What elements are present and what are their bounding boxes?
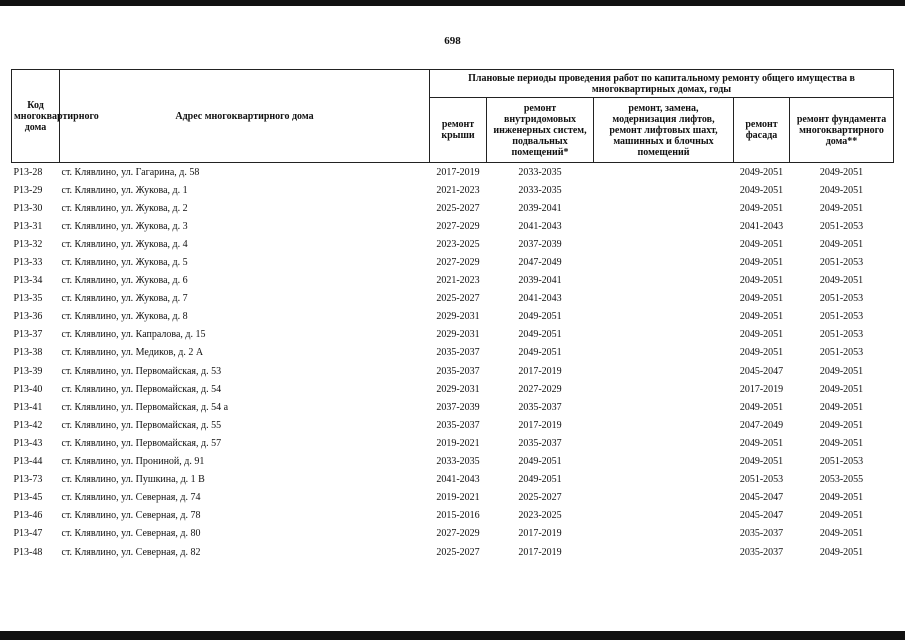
header-address: Адрес многоквартирного дома	[60, 70, 430, 163]
cell-foundation: 2051-2053	[819, 347, 864, 359]
cell-address: ст. Клявлино, ул. Жукова, д. 4	[61, 238, 188, 250]
cell-roof: 2025-2027	[436, 202, 480, 214]
cell-elevators	[594, 416, 734, 434]
cell-facade: 2035-2037	[739, 528, 784, 540]
table-row	[12, 344, 894, 362]
cell-code: Р13-31	[13, 220, 43, 232]
table-row	[12, 362, 894, 380]
cell-facade: 2049-2051	[739, 166, 784, 178]
table-row	[12, 434, 894, 452]
cell-roof: 2019-2021	[436, 492, 480, 504]
cell-foundation: 2049-2051	[819, 275, 864, 287]
cell-engineering: 2017-2019	[518, 419, 562, 431]
cell-address: ст. Клявлино, ул. Гагарина, д. 58	[61, 166, 200, 178]
cell-roof: 2035-2037	[436, 347, 480, 359]
cell-roof: 2035-2037	[436, 419, 480, 431]
cell-facade: 2049-2051	[739, 293, 784, 305]
header-engineering: ремонт внутридомовых инженерных систем, подвальных помещений*	[487, 98, 594, 163]
header-facade: ремонт фасада	[734, 98, 790, 163]
table-row	[12, 489, 894, 507]
cell-code: Р13-45	[13, 492, 43, 504]
scan-border-top	[0, 0, 905, 6]
cell-address: ст. Клявлино, ул. Первомайская, д. 54	[61, 383, 222, 395]
cell-facade: 2049-2051	[739, 437, 784, 449]
cell-engineering: 2033-2035	[518, 184, 562, 196]
table-row	[12, 181, 894, 199]
cell-engineering: 2049-2051	[518, 329, 562, 341]
cell-roof: 2041-2043	[436, 474, 480, 486]
cell-roof: 2029-2031	[436, 311, 480, 323]
cell-roof: 2015-2016	[436, 510, 480, 522]
cell-engineering: 2035-2037	[518, 437, 562, 449]
cell-elevators	[594, 253, 734, 271]
cell-facade: 2045-2047	[739, 365, 784, 377]
cell-elevators	[594, 362, 734, 380]
cell-address: ст. Клявлино, ул. Северная, д. 78	[61, 510, 201, 522]
table-row	[12, 525, 894, 543]
table-row	[12, 235, 894, 253]
cell-elevators	[594, 507, 734, 525]
cell-address: ст. Клявлино, ул. Жукова, д. 6	[61, 275, 188, 287]
cell-roof: 2019-2021	[436, 437, 480, 449]
cell-facade: 2017-2019	[739, 383, 784, 395]
cell-foundation: 2049-2051	[819, 437, 864, 449]
cell-elevators	[594, 272, 734, 290]
cell-code: Р13-42	[13, 419, 43, 431]
cell-address: ст. Клявлино, ул. Капралова, д. 15	[61, 329, 206, 341]
cell-roof: 2033-2035	[436, 456, 480, 468]
table-row	[12, 272, 894, 290]
cell-code: Р13-32	[13, 238, 43, 250]
cell-roof: 2027-2029	[436, 220, 480, 232]
cell-facade: 2049-2051	[739, 401, 784, 413]
cell-engineering: 2037-2039	[518, 238, 562, 250]
cell-engineering: 2017-2019	[518, 365, 562, 377]
cell-roof: 2025-2027	[436, 293, 480, 305]
cell-foundation: 2053-2055	[819, 474, 864, 486]
cell-facade: 2049-2051	[739, 257, 784, 269]
cell-code: Р13-33	[13, 257, 43, 269]
cell-elevators	[594, 453, 734, 471]
cell-facade: 2045-2047	[739, 492, 784, 504]
cell-code: Р13-41	[13, 401, 43, 413]
capital-repair-table	[11, 69, 894, 561]
cell-foundation: 2049-2051	[819, 202, 864, 214]
table-row	[12, 308, 894, 326]
cell-address: ст. Клявлино, ул. Первомайская, д. 55	[61, 419, 222, 431]
cell-elevators	[594, 326, 734, 344]
cell-address: ст. Клявлино, ул. Первомайская, д. 57	[61, 437, 222, 449]
cell-elevators	[594, 471, 734, 489]
cell-elevators	[594, 163, 734, 182]
cell-roof: 2017-2019	[436, 166, 480, 178]
cell-code: Р13-47	[13, 528, 43, 540]
cell-code: Р13-46	[13, 510, 43, 522]
cell-address: ст. Клявлино, ул. Северная, д. 80	[61, 528, 201, 540]
header-foundation: ремонт фундамента многоквартирного дома**	[790, 98, 894, 163]
cell-roof: 2037-2039	[436, 401, 480, 413]
scan-border-bottom	[0, 631, 905, 640]
cell-elevators	[594, 181, 734, 199]
cell-elevators	[594, 217, 734, 235]
cell-facade: 2049-2051	[739, 238, 784, 250]
cell-code: Р13-28	[13, 166, 43, 178]
cell-facade: 2049-2051	[739, 456, 784, 468]
cell-facade: 2051-2053	[739, 474, 784, 486]
cell-roof: 2025-2027	[436, 546, 480, 558]
cell-facade: 2049-2051	[739, 275, 784, 287]
cell-facade: 2049-2051	[739, 202, 784, 214]
cell-address: ст. Клявлино, ул. Жукова, д. 7	[61, 293, 188, 305]
table-row	[12, 507, 894, 525]
cell-engineering: 2035-2037	[518, 401, 562, 413]
cell-roof: 2027-2029	[436, 528, 480, 540]
cell-elevators	[594, 199, 734, 217]
cell-foundation: 2051-2053	[819, 220, 864, 232]
cell-engineering: 2033-2035	[518, 166, 562, 178]
cell-address: ст. Клявлино, ул. Жукова, д. 8	[61, 311, 188, 323]
cell-code: Р13-43	[13, 437, 43, 449]
cell-foundation: 2049-2051	[819, 166, 864, 178]
cell-foundation: 2051-2053	[819, 311, 864, 323]
table-row	[12, 326, 894, 344]
cell-foundation: 2049-2051	[819, 184, 864, 196]
cell-address: ст. Клявлино, ул. Жукова, д. 2	[61, 202, 188, 214]
cell-engineering: 2049-2051	[518, 311, 562, 323]
cell-engineering: 2047-2049	[518, 257, 562, 269]
cell-foundation: 2049-2051	[819, 401, 864, 413]
cell-elevators	[594, 235, 734, 253]
cell-code: Р13-40	[13, 383, 43, 395]
cell-code: Р13-36	[13, 311, 43, 323]
cell-foundation: 2051-2053	[819, 257, 864, 269]
table-row	[12, 380, 894, 398]
cell-roof: 2021-2023	[436, 275, 480, 287]
cell-foundation: 2049-2051	[819, 419, 864, 431]
cell-foundation: 2049-2051	[819, 510, 864, 522]
table-row	[12, 543, 894, 561]
cell-elevators	[594, 525, 734, 543]
cell-code: Р13-29	[13, 184, 43, 196]
cell-elevators	[594, 489, 734, 507]
cell-address: ст. Клявлино, ул. Прониной, д. 91	[61, 456, 205, 468]
table-row	[12, 416, 894, 434]
cell-address: ст. Клявлино, ул. Жукова, д. 5	[61, 257, 188, 269]
table-row	[12, 290, 894, 308]
cell-facade: 2035-2037	[739, 546, 784, 558]
cell-code: Р13-48	[13, 546, 43, 558]
cell-engineering: 2041-2043	[518, 293, 562, 305]
table-row	[12, 398, 894, 416]
cell-code: Р13-30	[13, 202, 43, 214]
cell-address: ст. Клявлино, ул. Жукова, д. 1	[61, 184, 188, 196]
cell-foundation: 2051-2053	[819, 329, 864, 341]
cell-foundation: 2049-2051	[819, 365, 864, 377]
cell-elevators	[594, 290, 734, 308]
cell-engineering: 2049-2051	[518, 347, 562, 359]
cell-code: Р13-44	[13, 456, 43, 468]
cell-foundation: 2051-2053	[819, 456, 864, 468]
cell-address: ст. Клявлино, ул. Первомайская, д. 53	[61, 365, 222, 377]
cell-foundation: 2049-2051	[819, 383, 864, 395]
table-row	[12, 199, 894, 217]
cell-address: ст. Клявлино, ул. Первомайская, д. 54 а	[61, 401, 229, 413]
cell-engineering: 2017-2019	[518, 546, 562, 558]
cell-roof: 2035-2037	[436, 365, 480, 377]
cell-roof: 2029-2031	[436, 383, 480, 395]
cell-engineering: 2025-2027	[518, 492, 562, 504]
cell-code: Р13-38	[13, 347, 43, 359]
cell-roof: 2023-2025	[436, 238, 480, 250]
cell-address: ст. Клявлино, ул. Северная, д. 74	[61, 492, 201, 504]
cell-facade: 2049-2051	[739, 329, 784, 341]
cell-facade: 2049-2051	[739, 347, 784, 359]
cell-foundation: 2049-2051	[819, 238, 864, 250]
cell-elevators	[594, 543, 734, 561]
cell-address: ст. Клявлино, ул. Жукова, д. 3	[61, 220, 188, 232]
cell-engineering: 2027-2029	[518, 383, 562, 395]
cell-code: Р13-39	[13, 365, 43, 377]
cell-foundation: 2049-2051	[819, 528, 864, 540]
cell-foundation: 2051-2053	[819, 293, 864, 305]
cell-facade: 2047-2049	[739, 419, 784, 431]
cell-foundation: 2049-2051	[819, 492, 864, 504]
cell-roof: 2021-2023	[436, 184, 480, 196]
cell-facade: 2049-2051	[739, 311, 784, 323]
cell-foundation: 2049-2051	[819, 546, 864, 558]
cell-code: Р13-73	[13, 474, 43, 486]
cell-elevators	[594, 380, 734, 398]
cell-address: ст. Клявлино, ул. Северная, д. 82	[61, 546, 201, 558]
table-body	[12, 163, 894, 562]
cell-engineering: 2049-2051	[518, 474, 562, 486]
cell-elevators	[594, 434, 734, 452]
cell-code: Р13-37	[13, 329, 43, 341]
cell-roof: 2029-2031	[436, 329, 480, 341]
cell-address: ст. Клявлино, ул. Пушкина, д. 1 В	[61, 474, 205, 486]
cell-roof: 2027-2029	[436, 257, 480, 269]
cell-code: Р13-34	[13, 275, 43, 287]
cell-elevators	[594, 344, 734, 362]
cell-address: ст. Клявлино, ул. Медиков, д. 2 А	[61, 347, 204, 359]
header-elevators: ремонт, замена, модернизация лифтов, ремонт лифтовых шахт, машинных и блочных помещений	[594, 98, 734, 163]
cell-facade: 2041-2043	[739, 220, 784, 232]
header-roof: ремонт крыши	[430, 98, 487, 163]
table-row	[12, 163, 894, 182]
cell-engineering: 2039-2041	[518, 202, 562, 214]
cell-elevators	[594, 398, 734, 416]
cell-facade: 2049-2051	[739, 184, 784, 196]
page-number: 698	[444, 35, 461, 47]
table-row	[12, 217, 894, 235]
cell-engineering: 2041-2043	[518, 220, 562, 232]
cell-engineering: 2039-2041	[518, 275, 562, 287]
table-row	[12, 453, 894, 471]
header-periods-group: Плановые периоды проведения работ по капитальному ремонту общего имущества в многоквартирных домах, годы	[430, 70, 894, 98]
table-row	[12, 471, 894, 489]
table-row	[12, 253, 894, 271]
cell-code: Р13-35	[13, 293, 43, 305]
cell-engineering: 2049-2051	[518, 456, 562, 468]
header-code: Код многоквартирного дома	[12, 70, 60, 163]
cell-engineering: 2023-2025	[518, 510, 562, 522]
cell-engineering: 2017-2019	[518, 528, 562, 540]
cell-facade: 2045-2047	[739, 510, 784, 522]
cell-elevators	[594, 308, 734, 326]
